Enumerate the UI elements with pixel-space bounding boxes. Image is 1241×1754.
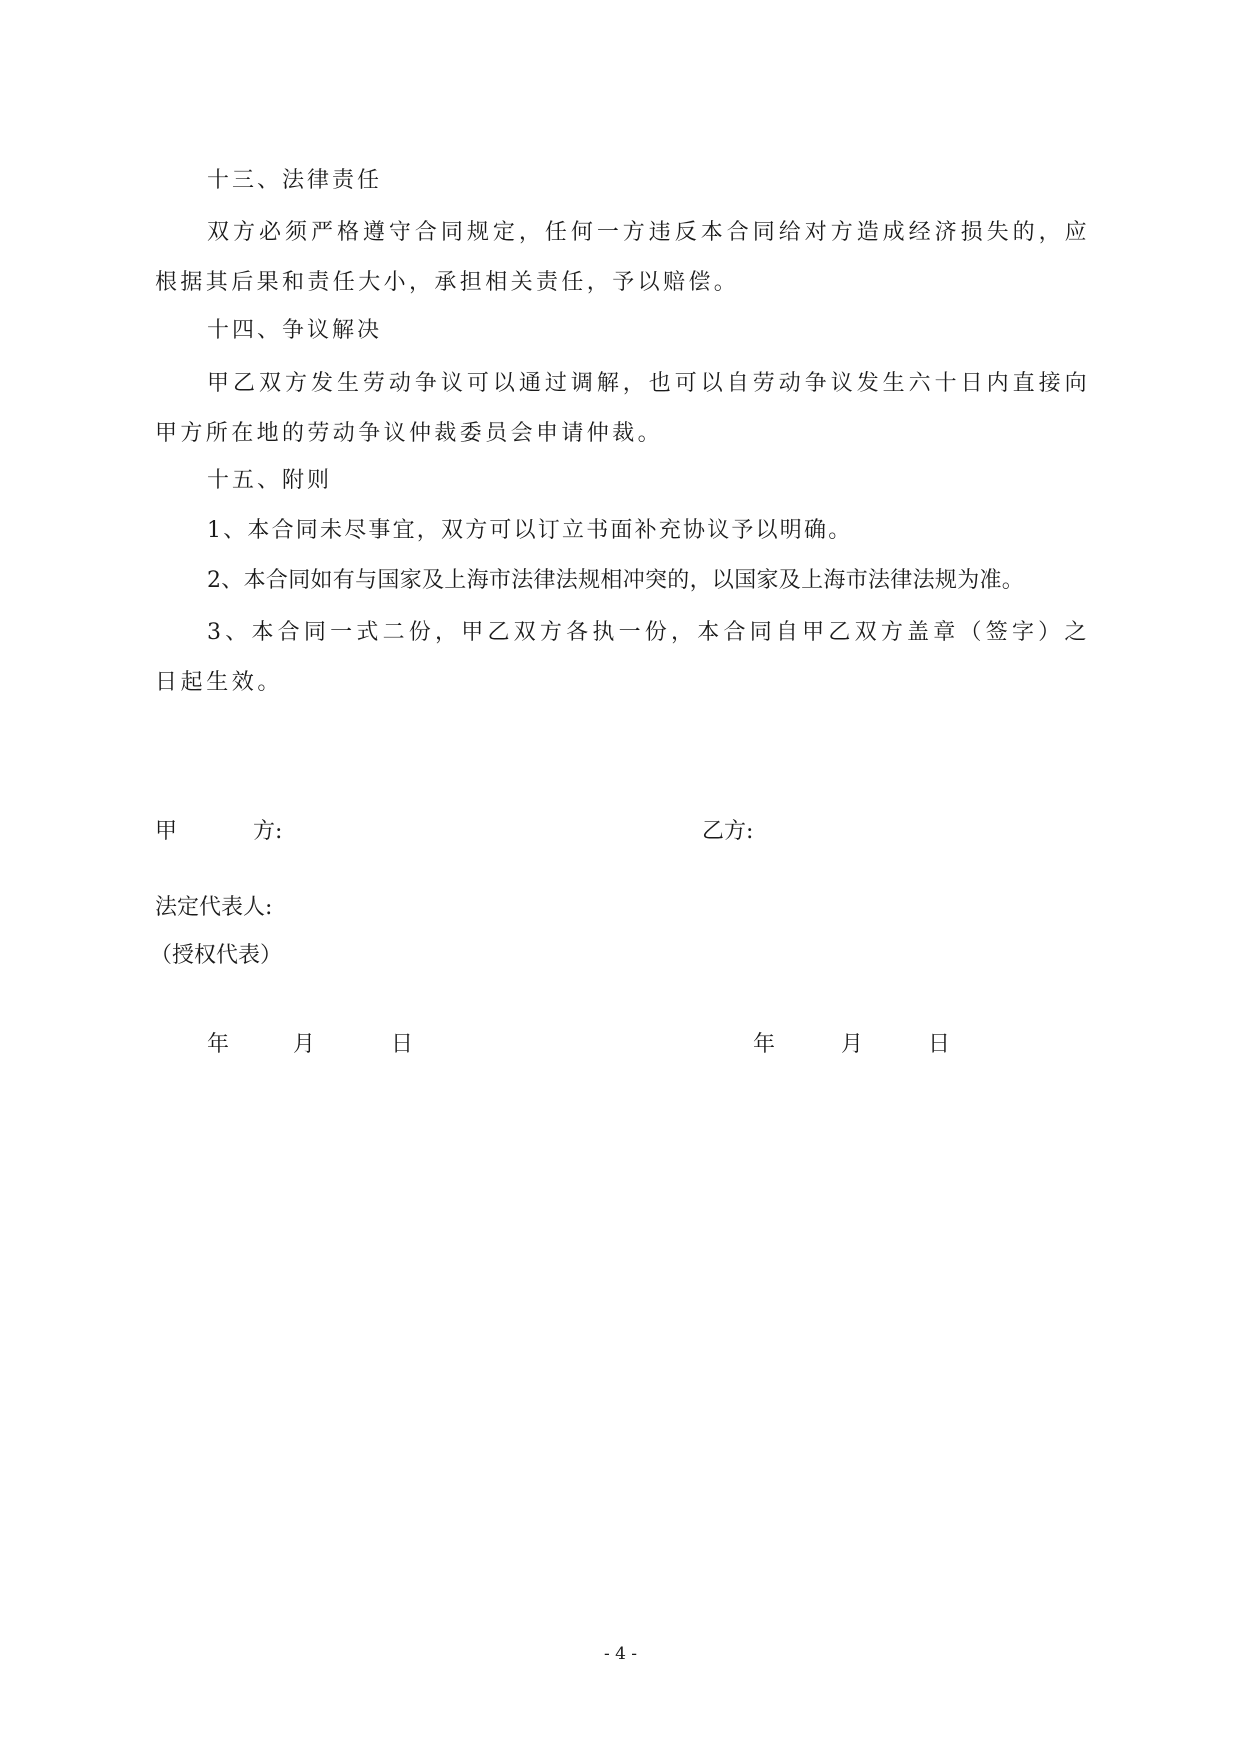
legal-representative-label: 法定代表人: [155, 895, 273, 920]
party-b-date-year: 年 [753, 1032, 776, 1057]
party-a-date-day: 日 [391, 1032, 414, 1057]
party-a-date-month: 月 [293, 1032, 316, 1057]
party-a-label-char2: 方: [253, 819, 283, 844]
party-b-label: 乙方: [702, 819, 754, 844]
section-14-body: 甲乙双方发生劳动争议可以通过调解，也可以自劳动争议发生六十日内直接向甲方所在地的劳动争议仲裁委员会申请仲裁。 [155, 371, 1090, 446]
party-a-label-char1: 甲 [155, 819, 178, 844]
section-13-body: 双方必须严格遵守合同规定，任何一方违反本合同给对方造成经济损失的，应根据其后果和责任大小，承担相关责任，予以赔偿。 [155, 220, 1090, 295]
section-14-heading: 十四、争议解决 [207, 318, 383, 343]
page-number: - 4 - [603, 1644, 638, 1664]
clause-item-2: 2、本合同如有与国家及上海市法律法规相冲突的，以国家及上海市法律法规为准。 [207, 568, 1025, 593]
section-13-heading: 十三、法律责任 [207, 168, 383, 193]
party-a-date-year: 年 [207, 1032, 230, 1057]
section-15-heading: 十五、附则 [207, 468, 333, 493]
authorized-representative-label: （授权代表） [150, 943, 283, 968]
clause-item-1: 1、本合同未尽事宜，双方可以订立书面补充协议予以明确。 [207, 518, 853, 543]
party-b-date-day: 日 [928, 1032, 951, 1057]
clause-item-3: 3、本合同一式二份，甲乙双方各执一份，本合同自甲乙双方盖章（签字）之日起生效。 [155, 620, 1090, 695]
party-b-date-month: 月 [841, 1032, 864, 1057]
